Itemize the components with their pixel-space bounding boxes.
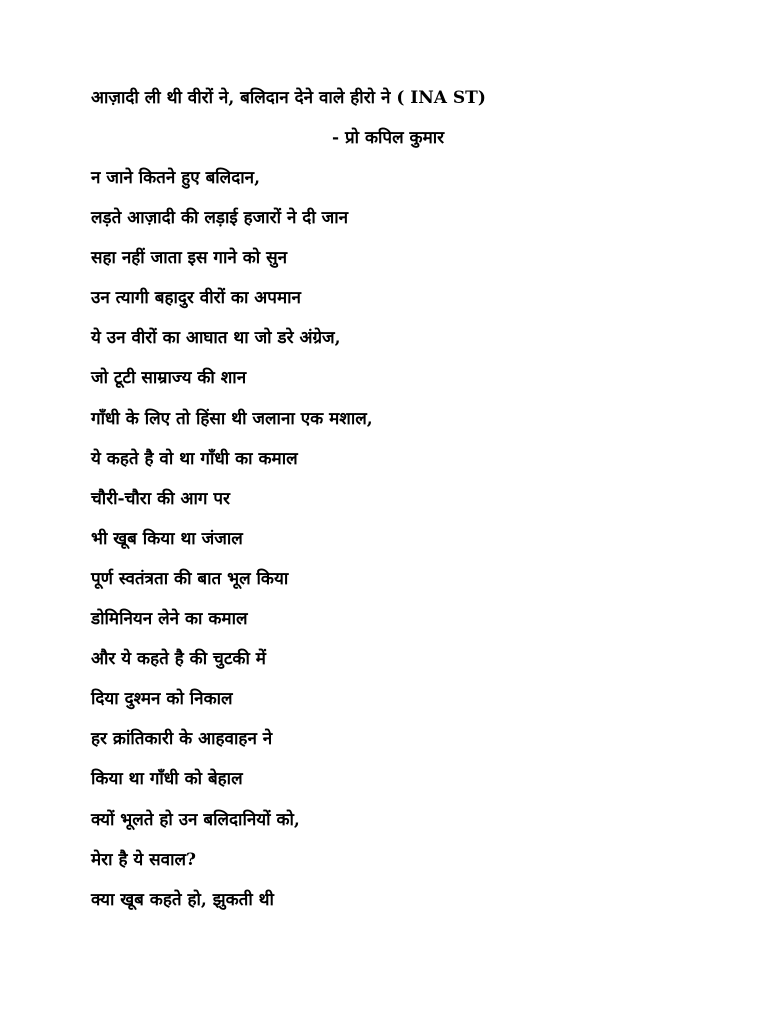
poem-line: क्या खूब कहते हो, झुकती थी (91, 889, 274, 910)
poem-line: दिया दुश्मन को निकाल (91, 689, 233, 710)
poem-line: जो टूटी साम्राज्य की शान (91, 368, 247, 389)
poem-line: ये कहते है वो था गाँधी का कमाल (91, 448, 298, 469)
poem-line: क्यों भूलते हो उन बलिदानियों को, (91, 809, 300, 830)
poem-line: गाँधी के लिए तो हिंसा थी जलाना एक मशाल, (91, 408, 373, 429)
poem-line: पूर्ण स्वतंत्रता की बात भूल किया (91, 568, 289, 589)
poem-line: ये उन वीरों का आघात था जो डरे अंग्रेज, (91, 328, 341, 349)
poem-line: चौरी-चौरा की आग पर (91, 488, 230, 509)
poem-line: और ये कहते है की चुटकी में (91, 649, 266, 670)
poem-lines (91, 166, 373, 928)
poem-title: आज़ादी ली थी वीरों ने, बलिदान देने वाले हीरो ने ( INA ST) (91, 88, 486, 108)
poem-author: - प्रो कपिल कुमार (332, 128, 445, 148)
poem-line: न जाने कितने हुए बलिदान, (91, 168, 260, 188)
poem-line: हर क्रांतिकारी के आहवाहन ने (91, 729, 273, 750)
poem-line: उन त्यागी बहादुर वीरों का अपमान (91, 288, 301, 309)
poem-line: सहा नहीं जाता इस गाने को सुन (91, 248, 288, 269)
poem-line: भी खूब किया था जंजाल (91, 528, 243, 549)
poem-line: लड़ते आज़ादी की लड़ाई हजारों ने दी जान (91, 208, 349, 229)
poem-line: मेरा है ये सवाल? (91, 849, 196, 870)
poem-line: किया था गाँधी को बेहाल (91, 769, 243, 790)
poem-line: डोमिनियन लेने का कमाल (91, 609, 248, 630)
